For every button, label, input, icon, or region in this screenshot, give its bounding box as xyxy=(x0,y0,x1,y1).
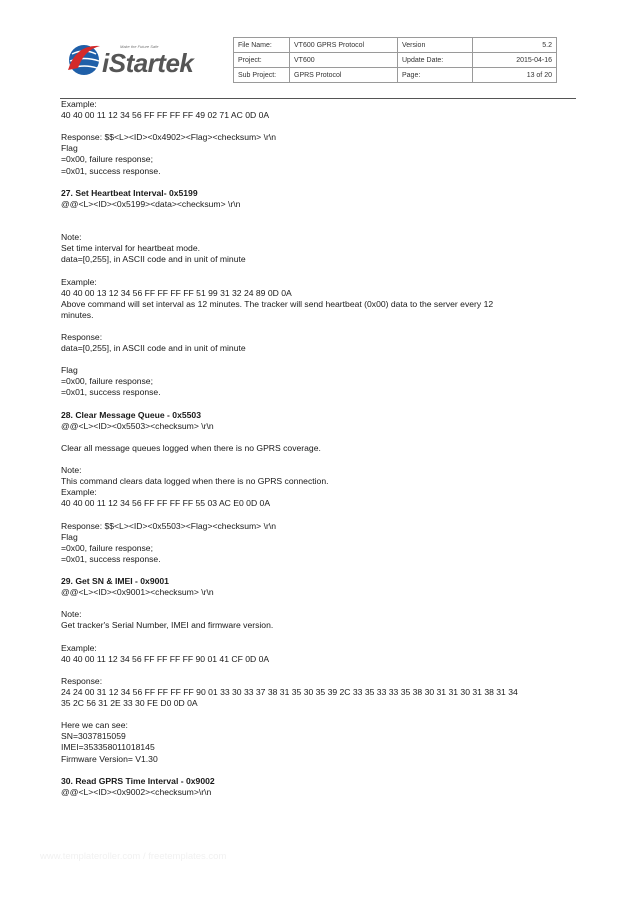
blank-line xyxy=(61,665,581,676)
text-line: 40 40 00 11 12 34 56 FF FF FF FF 55 03 AC E0 0D 0A xyxy=(61,498,271,509)
text-line: data=[0,255], in ASCII code and in unit of minute xyxy=(61,343,246,354)
header-key: Page: xyxy=(398,68,473,83)
text-line: Note: xyxy=(61,465,82,476)
blank-line xyxy=(61,177,581,188)
text-line: Flag xyxy=(61,143,78,154)
text-line: Response: $$<L><ID><0x5503><Flag><checksum> \r\n xyxy=(61,520,276,531)
company-logo xyxy=(66,40,226,90)
header-key: Sub Project: xyxy=(234,68,290,83)
blank-line xyxy=(61,321,581,332)
blank-line xyxy=(61,265,581,276)
text-line: Firmware Version= V1.30 xyxy=(61,753,158,764)
logo-brand: iStartek xyxy=(102,48,194,78)
text-line: 40 40 00 11 12 34 56 FF FF FF FF 49 02 71 AC 0D 0A xyxy=(61,110,270,121)
text-line: This command clears data logged when there is no GPRS connection. xyxy=(61,476,329,487)
section-heading: 27. Set Heartbeat Interval- 0x5199 xyxy=(61,187,198,198)
blank-line xyxy=(61,709,581,720)
text-line: SN=3037815059 xyxy=(61,731,126,742)
text-line: Flag xyxy=(61,365,78,376)
section-heading: 29. Get SN & IMEI - 0x9001 xyxy=(61,576,169,587)
document-body xyxy=(61,99,581,798)
blank-line xyxy=(61,509,581,520)
text-line: =0x01, success response. xyxy=(61,387,161,398)
header-key: Project: xyxy=(234,53,290,68)
blank-line xyxy=(61,221,581,232)
watermark: www.templateroller.com / freetemplates.com xyxy=(40,851,227,862)
text-line: =0x00, failure response; xyxy=(61,376,153,387)
header-value: GPRS Protocol xyxy=(290,68,398,83)
text-line: @@<L><ID><0x5199><data><checksum> \r\n xyxy=(61,198,241,209)
text-line: Set time interval for heartbeat mode. xyxy=(61,243,201,254)
text-line: 35 2C 56 31 2E 33 30 FE D0 0D 0A xyxy=(61,698,198,709)
blank-line xyxy=(61,632,581,643)
blank-line xyxy=(61,598,581,609)
text-line: Example: xyxy=(61,99,97,109)
text-line: Get tracker's Serial Number, IMEI and firmware version. xyxy=(61,620,274,631)
logo-tagline: Make the Future Safe xyxy=(120,44,159,49)
text-line: =0x01, success response. xyxy=(61,165,161,176)
text-line: data=[0,255], in ASCII code and in unit of minute xyxy=(61,254,246,265)
text-line: =0x00, failure response; xyxy=(61,154,153,165)
section-heading: 30. Read GPRS Time Interval - 0x9002 xyxy=(61,775,215,786)
text-line: =0x01, success response. xyxy=(61,553,161,564)
header-key: Version xyxy=(398,38,473,53)
header-value: VT600 GPRS Protocol xyxy=(290,38,398,53)
text-line: Example: xyxy=(61,276,97,287)
text-line: Flag xyxy=(61,531,78,542)
blank-line xyxy=(61,432,581,443)
text-line: @@<L><ID><0x5503><checksum> \r\n xyxy=(61,420,214,431)
text-line: Clear all message queues logged when there is no GPRS coverage. xyxy=(61,442,321,453)
text-line: Example: xyxy=(61,642,97,653)
document-header-table xyxy=(233,37,557,83)
text-line: 40 40 00 13 12 34 56 FF FF FF FF 51 99 31 32 24 89 0D 0A xyxy=(61,287,292,298)
text-line: Here we can see: xyxy=(61,720,128,731)
header-value: 13 of 20 xyxy=(473,68,557,83)
header-value: 5.2 xyxy=(473,38,557,53)
header-value: VT600 xyxy=(290,53,398,68)
text-line: Response: xyxy=(61,331,103,342)
text-line: 24 24 00 31 12 34 56 FF FF FF FF 90 01 33 30 33 37 38 31 35 30 35 39 2C 33 35 33 33 35 38 30 31 31 30 31 38 31 34 xyxy=(61,686,518,697)
text-line: Note: xyxy=(61,609,82,620)
header-row xyxy=(234,53,557,68)
text-line: 40 40 00 11 12 34 56 FF FF FF FF 90 01 41 CF 0D 0A xyxy=(61,653,270,664)
globe-icon xyxy=(66,40,106,80)
blank-line xyxy=(61,565,581,576)
text-line: Example: xyxy=(61,487,97,498)
header-row xyxy=(234,68,557,83)
text-line: =0x00, failure response; xyxy=(61,542,153,553)
blank-line xyxy=(61,765,581,776)
header-row xyxy=(234,38,557,53)
text-line: Note: xyxy=(61,232,82,243)
blank-line xyxy=(61,399,581,410)
text-line: Response: $$<L><ID><0x4902><Flag><checksum> \r\n xyxy=(61,132,276,143)
blank-line xyxy=(61,354,581,365)
header-value: 2015-04-16 xyxy=(473,53,557,68)
blank-line xyxy=(61,210,581,221)
text-line: @@<L><ID><0x9001><checksum> \r\n xyxy=(61,587,214,598)
text-line: Above command will set interval as 12 minutes. The tracker will send heartbeat (0x00) data to the server every 12 xyxy=(61,298,494,309)
text-line: @@<L><ID><0x9002><checksum>\r\n xyxy=(61,786,212,797)
blank-line xyxy=(61,454,581,465)
blank-line xyxy=(61,121,581,132)
text-line: minutes. xyxy=(61,309,94,320)
header-key: File Name: xyxy=(234,38,290,53)
text-line: IMEI=353358011018145 xyxy=(61,742,155,753)
header-key: Update Date: xyxy=(398,53,473,68)
text-line: Response: xyxy=(61,675,103,686)
section-heading: 28. Clear Message Queue - 0x5503 xyxy=(61,409,201,420)
